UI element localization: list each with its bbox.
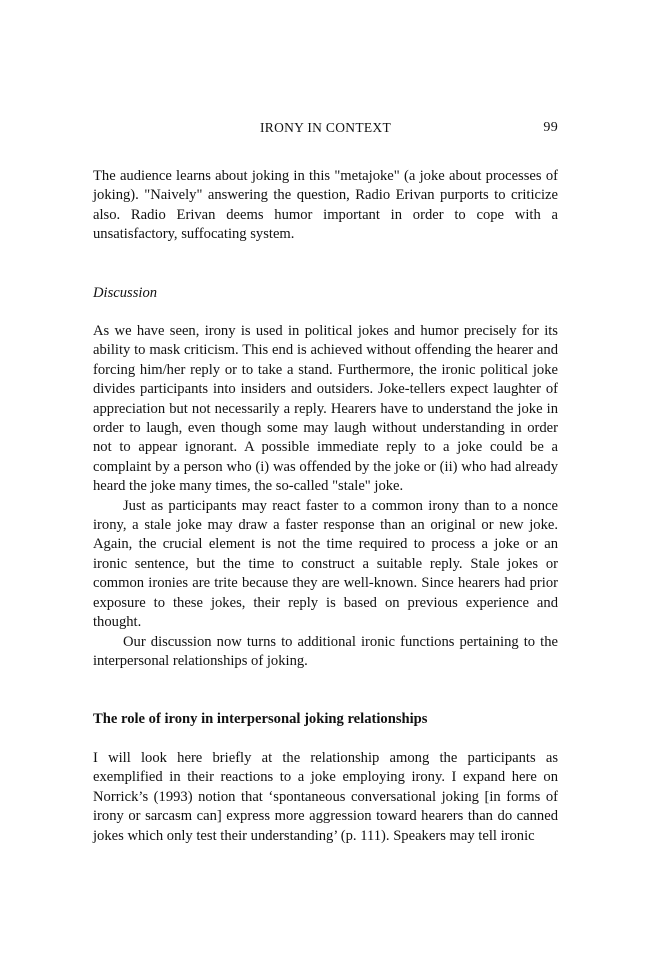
running-title: IRONY IN CONTEXT (259, 120, 392, 135)
discussion-paragraph-1: As we have seen, irony is used in political jokes and humor precisely for its ability to mask criticism. This end is achieved without offending the hearer and forcing him/her reply or to take a stand. Furthermore, the ironic political joke divides participants into insiders and outsiders. Joke-tellers expect laughter of appreciation but not necessarily a reply. Hearers have to understand the joke in order to laugh, even though some may laugh without understanding in order not to appear ignorant. A possible immediate reply to a joke could be a complaint by a person who (i) was offended by the joke or (ii) who had already heard the joke many times, the so-called "stale" joke. (93, 323, 558, 495)
intro-paragraph-block (93, 167, 558, 245)
section-heading: The role of irony in interpersonal joking relationships (93, 711, 428, 727)
discussion-paragraph-2: Just as participants may react faster to a common irony than to a nonce irony, a stale joke may draw a faster response than an original or new joke. Again, the crucial element is not the time required to process a joke or an ironic sentence, but the time to construct a suitable reply. Stale jokes or common ironies are trite because they are well-known. Since hearers had prior exposure to these jokes, their reply is based on previous experience and thought. (93, 497, 558, 631)
intro-paragraph: The audience learns about joking in this "metajoke" (a joke about processes of joking). "Naively" answering the question, Radio Erivan purports to criticize also. Radio Erivan deems humor important in order to cope with a unsatisfactory, suffocating system. (93, 168, 558, 243)
discussion-paragraph-3: Our discussion now turns to additional ironic functions pertaining to the interpersonal relationships of joking. (93, 633, 558, 669)
running-head (93, 120, 558, 140)
section-paragraph: I will look here briefly at the relationship among the participants as exemplified in their reactions to a joke employing irony. I expand here on Norrick’s (1993) notion that ‘spontaneous conversational joking [in forms of irony or sarcasm can] express more aggression toward hearers than do canned jokes which only test their understanding’ (p. 111). Speakers may tell ironic (93, 750, 558, 844)
discussion-heading: Discussion (93, 285, 158, 301)
discussion-body (93, 322, 558, 671)
section-body (93, 749, 558, 846)
page-number: 99 (543, 120, 558, 135)
